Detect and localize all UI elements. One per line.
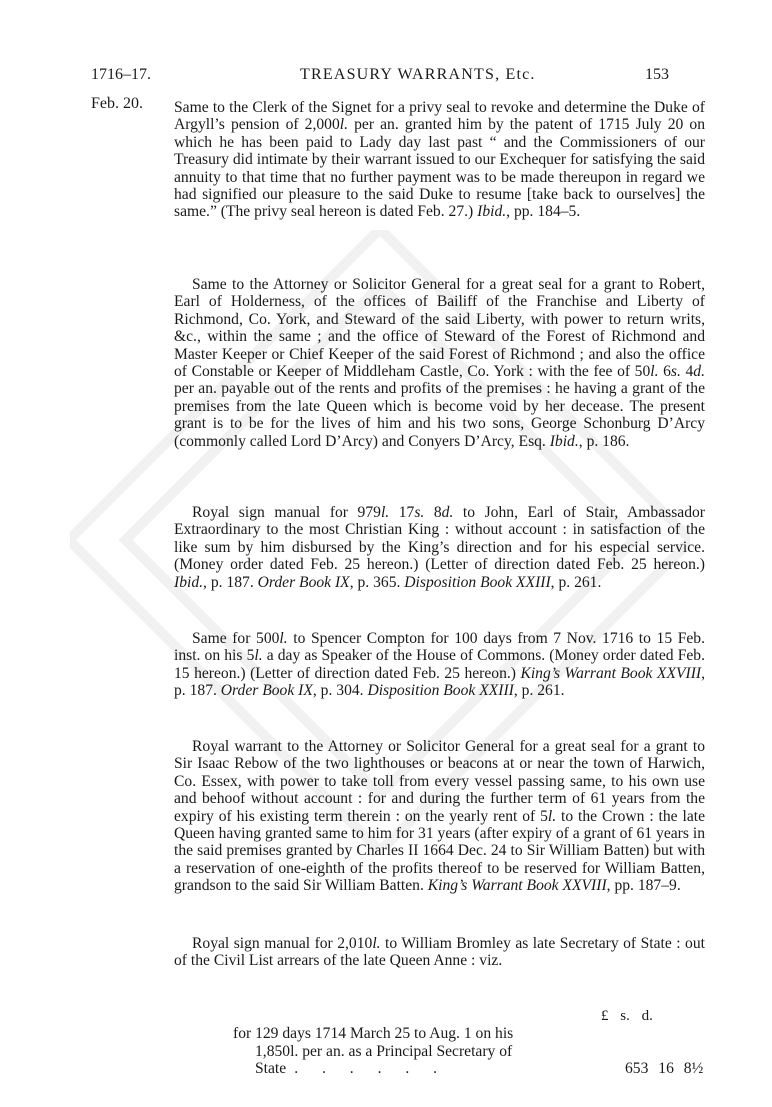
pence-header: d. xyxy=(641,1008,653,1024)
item-line-2: 1,850l. per an. as a Principal Secretary of xyxy=(255,1042,513,1060)
page-number: 153 xyxy=(645,66,669,83)
margin-date: Feb. 20. xyxy=(91,95,143,112)
amount-pounds: 653 xyxy=(625,1060,649,1077)
item-amount xyxy=(625,1060,709,1078)
item-line-3: State xyxy=(255,1060,287,1078)
item-line-3-wrapper xyxy=(233,1060,573,1078)
entry-paragraph-5: Royal warrant to the Attorney or Solicitor General for a great seal for a grant to Sir Isaac Rebow of the two lighthouses or beacons at or near the town of Harwich, Co. Essex, with power to take toll from every vessel passing same, to his own use and behoof without account : for and during the further term of 61 years from the expiry of his existing term therein : on the yearly rent of 5l. to the Crown : the late Queen having granted same to him for 31 years (after expiry of a grant of 61 years in the said premises granted by Charles II 1664 Dec. 24 to Sir William Batten) but with a reservation of one-eighth of the profits thereof to be reserved for William Batten, grandson to the said Sir William Batten. King’s Warrant Book XXVIII, pp. 187–9. xyxy=(174,738,705,895)
shillings-header: s. xyxy=(620,1008,630,1024)
margin-year: 1716–17. xyxy=(91,66,151,83)
running-header: TREASURY WARRANTS, Etc. xyxy=(300,66,536,83)
amount-shillings: 16 xyxy=(658,1060,674,1077)
entry-paragraph-1: Same to the Clerk of the Signet for a privy seal to revoke and determine the Duke of Argyll’s pension of 2,000l. per an. granted him by the patent of 1715 July 20 on which he has been paid to Lady day last past “ and the Commissioners of our Treasury did intimate by their warrant issued to our Exchequer for satisfying the said annuity to that time that no further payment was to be made thereupon in regard we had signified our pleasure to the said Duke to resume [take back to ourselves] the same.” (The privy seal hereon is dated Feb. 27.) Ibid., pp. 184–5. xyxy=(174,99,705,221)
item-line-1: for 129 days 1714 March 25 to Aug. 1 on his xyxy=(233,1025,514,1042)
amount-pence: 8½ xyxy=(683,1060,704,1077)
pounds-header: £ xyxy=(601,1008,609,1024)
account-item xyxy=(233,1025,573,1078)
entry-paragraph-2: Same to the Attorney or Solicitor General for a great seal for a grant to Robert, Earl of Holderness, of the offices of Bailiff of the Franchise and Liberty of Richmond, Co. York, and Steward of the said Liberty, with power to return writs, &c., within the same ; and the office of Steward of the Forest of Richmond and Master Keeper or Chief Keeper of the said Forest of Richmond ; and also the office of Constable or Keeper of Middleham Castle, Co. York : with the fee of 50l. 6s. 4d. per an. payable out of the rents and profits of the premises : he having a grant of the premises from the late Queen which is become void by her decease. The present grant is to be for the lives of him and his two sons, George Schonburg D’Arcy (commonly called Lord D’Arcy) and Conyers D’Arcy, Esq. Ibid., p. 186. xyxy=(174,276,705,450)
entry-paragraph-3: Royal sign manual for 979l. 17s. 8d. to John, Earl of Stair, Ambassador Extraordinary to the most Christian King : without account : in satisfaction of the like sum by him disbursed by the King’s direction and for his especial service. (Money order dated Feb. 25 hereon.) (Letter of direction dated Feb. 25 hereon.) Ibid., p. 187. Order Book IX, p. 365. Disposition Book XXIII, p. 261. xyxy=(174,504,705,591)
money-column-headers xyxy=(601,1008,661,1025)
entry-paragraph-6: Royal sign manual for 2,010l. to William Bromley as late Secretary of State : out of the Civil List arrears of the late Queen Anne : viz. xyxy=(174,935,705,970)
entry-paragraph-4: Same for 500l. to Spencer Compton for 100 days from 7 Nov. 1716 to 15 Feb. inst. on his 5l. a day as Speaker of the House of Commons. (Money order dated Feb. 15 hereon.) (Letter of direction dated Feb. 25 hereon.) King’s Warrant Book XXVIII, p. 187. Order Book IX, p. 304. Disposition Book XXIII, p. 261. xyxy=(174,630,706,700)
leader-dots: . . . . . . xyxy=(294,1060,448,1078)
